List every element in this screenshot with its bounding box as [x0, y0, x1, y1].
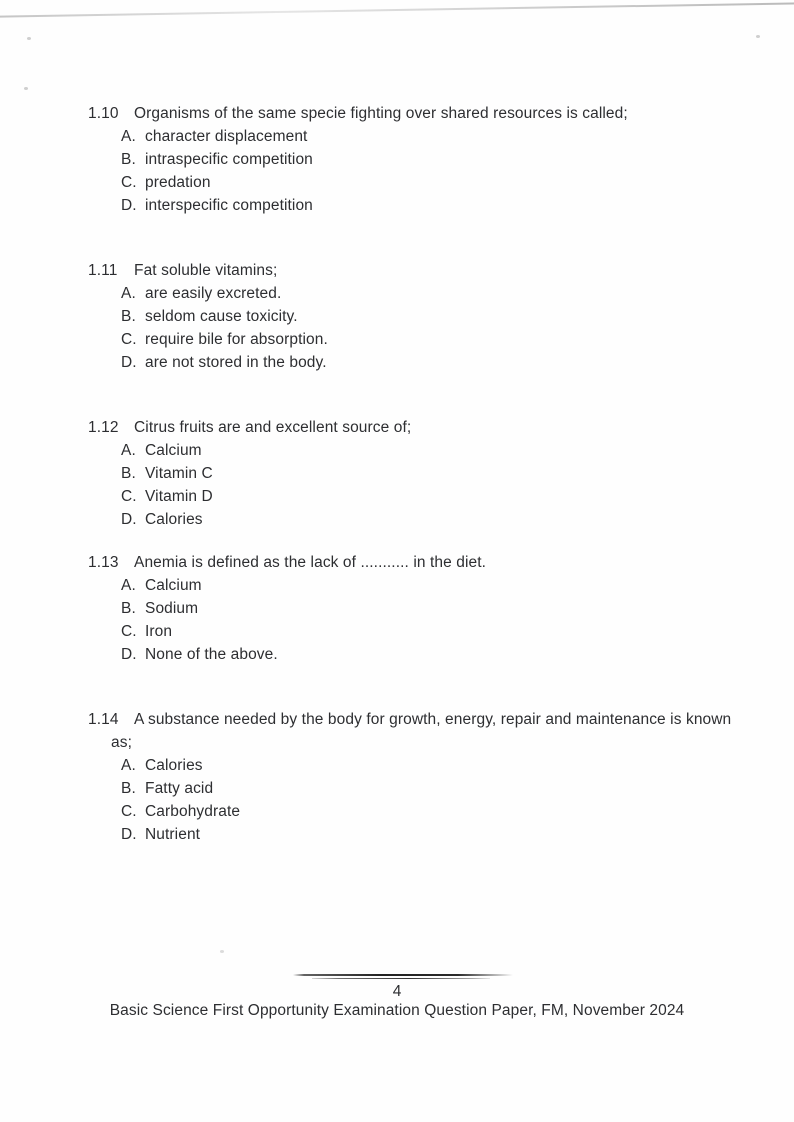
footer-rule-line [293, 974, 513, 976]
option-d [121, 194, 733, 217]
question-number: 1.11 [88, 262, 118, 279]
option-text: Vitamin D [145, 488, 213, 505]
option-letter: A. [121, 442, 136, 459]
option-b [121, 597, 733, 620]
question-1-11 [88, 259, 733, 374]
option-text: are easily excreted. [145, 285, 282, 302]
option-letter: B. [121, 780, 136, 797]
option-text: None of the above. [145, 646, 278, 663]
footer-text: Basic Science First Opportunity Examination Question Paper, FM, November 2024 [109, 1002, 685, 1019]
option-text: Calories [145, 757, 203, 774]
options-list [121, 439, 733, 531]
option-letter: B. [121, 600, 136, 617]
question-number: 1.13 [88, 554, 119, 571]
option-c [121, 485, 733, 508]
option-text: Vitamin C [145, 465, 213, 482]
option-letter: C. [121, 803, 137, 820]
option-a [121, 754, 733, 777]
option-letter: C. [121, 488, 137, 505]
scan-speck [24, 87, 28, 90]
option-text: interspecific competition [145, 197, 313, 214]
question-line [88, 259, 733, 282]
option-letter: A. [121, 577, 136, 594]
option-text: Calcium [145, 577, 202, 594]
option-text: are not stored in the body. [145, 354, 327, 371]
option-letter: D. [121, 197, 137, 214]
option-a [121, 125, 733, 148]
question-text: Fat soluble vitamins; [134, 262, 278, 279]
option-text: intraspecific competition [145, 151, 313, 168]
option-letter: C. [121, 174, 137, 191]
question-number: 1.14 [88, 711, 119, 728]
option-c [121, 171, 733, 194]
option-letter: A. [121, 757, 136, 774]
question-number: 1.10 [88, 105, 119, 122]
option-text: predation [145, 174, 211, 191]
question-line [88, 416, 733, 439]
option-text: Calories [145, 511, 203, 528]
option-a [121, 282, 733, 305]
option-letter: D. [121, 354, 137, 371]
option-text: seldom cause toxicity. [145, 308, 298, 325]
option-text: Calcium [145, 442, 202, 459]
options-list [121, 125, 733, 217]
option-b [121, 777, 733, 800]
footer-rule-line-2 [312, 978, 490, 979]
option-letter: B. [121, 151, 136, 168]
option-text: Iron [145, 623, 173, 640]
option-letter: C. [121, 623, 137, 640]
question-1-14 [88, 708, 733, 846]
option-letter: C. [121, 331, 137, 348]
scan-speck [27, 37, 31, 40]
option-d [121, 823, 733, 846]
page-number: 4 [392, 983, 402, 1000]
question-1-12 [88, 416, 733, 531]
question-text: A substance needed by the body for growth, energy, repair and maintenance is known as; [111, 711, 732, 751]
option-letter: A. [121, 128, 136, 145]
question-line [88, 102, 733, 125]
option-a [121, 574, 733, 597]
option-letter: B. [121, 308, 136, 325]
option-b [121, 148, 733, 171]
question-line [88, 551, 733, 574]
option-letter: D. [121, 826, 137, 843]
option-c [121, 328, 733, 351]
option-text: character displacement [145, 128, 308, 145]
scan-edge-line [0, 2, 794, 17]
option-letter: D. [121, 511, 137, 528]
option-b [121, 462, 733, 485]
question-line [88, 708, 733, 754]
question-text: Citrus fruits are and excellent source of; [134, 419, 412, 436]
question-1-10 [88, 102, 733, 217]
option-c [121, 800, 733, 823]
option-letter: A. [121, 285, 136, 302]
option-text: Sodium [145, 600, 199, 617]
options-list [121, 282, 733, 374]
scan-speck [220, 950, 224, 953]
question-text: Anemia is defined as the lack of ........... in the diet. [134, 554, 487, 571]
scan-speck [756, 35, 760, 38]
option-text: require bile for absorption. [145, 331, 328, 348]
option-b [121, 305, 733, 328]
options-list [121, 754, 733, 846]
option-text: Carbohydrate [145, 803, 241, 820]
option-letter: D. [121, 646, 137, 663]
question-list [88, 102, 733, 846]
option-c [121, 620, 733, 643]
option-text: Nutrient [145, 826, 201, 843]
option-d [121, 508, 733, 531]
question-1-13 [88, 551, 733, 666]
question-text: Organisms of the same specie fighting over shared resources is called; [134, 105, 628, 122]
option-text: Fatty acid [145, 780, 214, 797]
option-letter: B. [121, 465, 136, 482]
question-number: 1.12 [88, 419, 119, 436]
option-d [121, 643, 733, 666]
options-list [121, 574, 733, 666]
option-a [121, 439, 733, 462]
option-d [121, 351, 733, 374]
